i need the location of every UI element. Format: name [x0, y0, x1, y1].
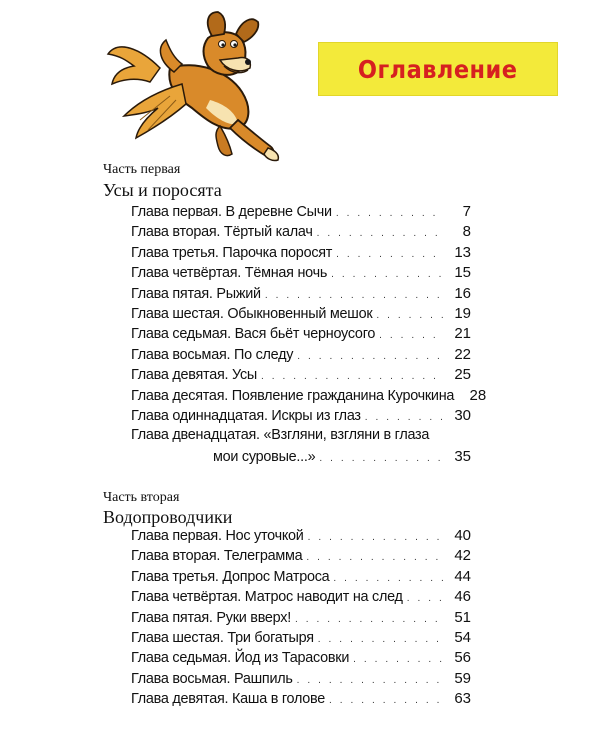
part-2-title: Водопроводчики — [103, 507, 233, 527]
page-number: 13 — [454, 243, 471, 261]
chapter-title: Глава первая. В деревне Сычи — [131, 204, 332, 220]
chapter-title: Глава третья. Допрос Матроса — [131, 568, 330, 585]
page-number: 46 — [454, 588, 471, 606]
leader-dots — [297, 351, 443, 362]
toc-entry[interactable] — [131, 609, 471, 629]
page-number: 59 — [454, 669, 471, 687]
chapter-title: Глава девятая. Каша в голове — [131, 691, 326, 708]
toc-entry[interactable] — [131, 366, 471, 386]
leader-dots — [317, 228, 443, 239]
chapter-title: Глава девятая. Усы — [131, 367, 257, 384]
toc-entry[interactable] — [131, 547, 471, 567]
toc-entry[interactable] — [131, 386, 487, 407]
toc-entry[interactable] — [131, 285, 471, 305]
chapter-title: Глава первая. Нос уточкой — [131, 528, 304, 544]
toc-entry[interactable] — [131, 203, 471, 223]
page-number: 15 — [454, 264, 471, 282]
page-number: 56 — [454, 649, 471, 667]
page-number: 44 — [454, 567, 471, 585]
leader-dots — [265, 290, 443, 301]
leader-dots — [336, 208, 443, 219]
page-number: 7 — [462, 203, 471, 220]
page-number: 63 — [454, 690, 471, 708]
chapter-title: Глава пятая. Руки вверх! — [131, 609, 291, 626]
toc-entry[interactable] — [131, 264, 471, 284]
toc-entry[interactable] — [131, 346, 471, 366]
toc-entry[interactable] — [131, 670, 471, 690]
leader-dots — [376, 310, 443, 321]
toc-entry[interactable] — [131, 527, 471, 547]
toc-entry-continuation[interactable] — [131, 448, 471, 468]
leader-dots — [319, 453, 443, 464]
toc-entry[interactable] — [131, 325, 471, 345]
leader-dots — [318, 634, 443, 645]
page-number: 54 — [454, 628, 471, 646]
leader-dots — [308, 532, 443, 543]
chapter-title: Глава третья. Парочка поросят — [131, 244, 333, 261]
chapter-title: Глава одиннадцатая. Искры из глаз — [131, 407, 361, 424]
toc-entry[interactable] — [131, 427, 471, 447]
toc-entry[interactable] — [131, 305, 471, 325]
page-number: 21 — [454, 325, 471, 343]
leader-dots — [379, 330, 443, 341]
chapter-title: Глава вторая. Тёртый калач — [131, 224, 313, 241]
toc-entry[interactable] — [131, 407, 471, 427]
chapter-title: Глава седьмая. Йод из Тарасовки — [131, 650, 350, 667]
page-number: 40 — [454, 527, 471, 544]
chapter-title: Глава четвёртая. Тёмная ночь — [131, 265, 328, 282]
leader-dots — [365, 412, 443, 423]
part-1-toc — [131, 203, 487, 468]
toc-entry[interactable] — [131, 588, 471, 608]
leader-dots — [329, 695, 443, 706]
chapter-title: Глава двенадцатая. «Взгляни, взгляни в глаза — [131, 427, 430, 444]
chapter-title: Глава пятая. Рыжий — [131, 285, 261, 302]
toc-entry[interactable] — [131, 223, 471, 243]
chapter-title-continuation: мои суровые...» — [213, 448, 316, 465]
chapter-title: Глава четвёртая. Матрос наводит на след — [131, 589, 403, 606]
page-number: 42 — [454, 547, 471, 565]
page-number: 16 — [454, 284, 471, 302]
toc-entry[interactable] — [131, 629, 471, 649]
flying-dog-icon — [100, 8, 290, 173]
chapter-title: Глава шестая. Обыкновенный мешок — [131, 305, 373, 322]
page-number: 8 — [462, 223, 471, 241]
page-number: 28 — [469, 386, 487, 404]
leader-dots — [297, 675, 443, 686]
chapter-title: Глава восьмая. Рашпиль — [131, 670, 293, 687]
chapter-title: Глава десятая. Появление гражданина Курочкина — [131, 387, 455, 404]
leader-dots — [306, 552, 443, 563]
chapter-title: Глава восьмая. По следу — [131, 346, 294, 363]
contents-title-box — [318, 42, 558, 96]
leader-dots — [407, 593, 443, 604]
chapter-title: Глава шестая. Три богатыря — [131, 629, 314, 646]
page-number: 30 — [454, 406, 471, 424]
chapter-title: Глава вторая. Телеграмма — [131, 548, 303, 565]
toc-entry[interactable] — [131, 568, 471, 588]
chapter-title: Глава седьмая. Вася бьёт черноусого — [131, 326, 376, 343]
toc-entry[interactable] — [131, 690, 471, 710]
leader-dots — [353, 654, 443, 665]
leader-dots — [261, 371, 443, 382]
page-number: 51 — [454, 608, 471, 626]
part-2-toc — [131, 527, 471, 711]
page-title: Оглавление — [358, 54, 518, 84]
leader-dots — [336, 249, 443, 260]
part-1-title: Усы и поросята — [103, 180, 222, 200]
page-number: 19 — [454, 304, 471, 322]
part-2-label: Часть вторая — [103, 490, 180, 505]
leader-dots — [295, 614, 443, 625]
leader-dots — [333, 573, 443, 584]
leader-dots — [331, 269, 443, 280]
page-number: 25 — [454, 366, 471, 384]
toc-entry[interactable] — [131, 244, 471, 264]
page-number: 35 — [454, 447, 471, 465]
page-number: 22 — [454, 345, 471, 363]
part-1-label: Часть первая — [103, 162, 181, 177]
toc-entry[interactable] — [131, 649, 471, 669]
